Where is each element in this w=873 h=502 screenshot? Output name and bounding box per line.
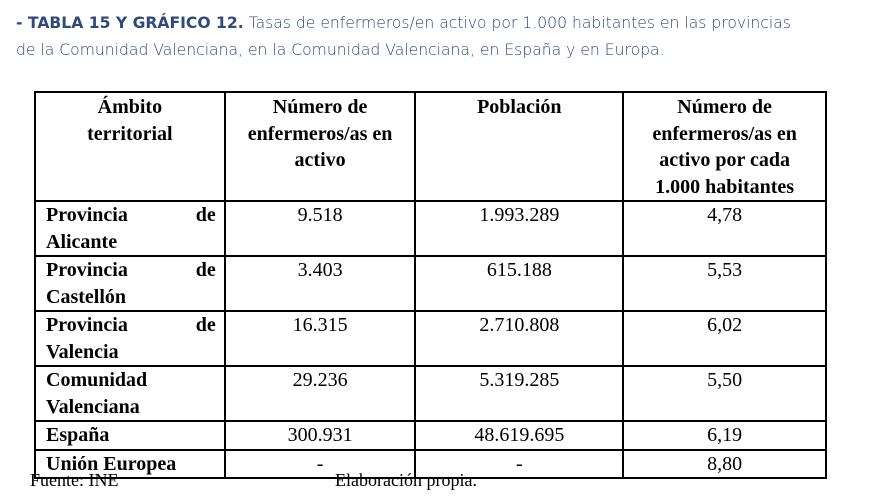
header-ambito: Ámbito territorial bbox=[35, 92, 225, 201]
cell-enfermeros: - bbox=[225, 450, 416, 479]
cell-enfermeros: 9.518 bbox=[225, 201, 416, 256]
cell-tasa: 5,50 bbox=[623, 366, 826, 421]
header-poblacion: Población bbox=[415, 92, 623, 201]
caption-text: Tasas de enfermeros/en activo por 1.000 habitantes en las provincias bbox=[248, 14, 791, 32]
cell-enfermeros: 3.403 bbox=[225, 256, 416, 311]
cell-enfermeros: 16.315 bbox=[225, 311, 416, 366]
cell-tasa: 8,80 bbox=[623, 450, 826, 479]
cell-poblacion: 1.993.289 bbox=[415, 201, 623, 256]
table-row bbox=[35, 201, 826, 256]
table-row bbox=[35, 421, 826, 450]
cell-tasa: 6,19 bbox=[623, 421, 826, 450]
header-tasa: Número de enfermeros/as en activo por cada 1.000 habitantes bbox=[623, 92, 826, 201]
nurses-rate-table bbox=[34, 91, 827, 479]
header-enfermeros: Número de enfermeros/as en activo bbox=[225, 92, 416, 201]
cell-poblacion: 48.619.695 bbox=[415, 421, 623, 450]
cell-tasa: 4,78 bbox=[623, 201, 826, 256]
cell-ambito: Provincia de Castellón bbox=[35, 256, 225, 311]
caption-text-line2: de la Comunidad Valenciana, en la Comunidad Valenciana, en España y en Europa. bbox=[16, 41, 665, 59]
cell-poblacion: - bbox=[415, 450, 623, 479]
cell-ambito: España bbox=[35, 421, 225, 450]
cell-ambito: Comunidad Valenciana bbox=[35, 366, 225, 421]
table-row bbox=[35, 366, 826, 421]
cell-poblacion: 615.188 bbox=[415, 256, 623, 311]
cell-tasa: 5,53 bbox=[623, 256, 826, 311]
cell-enfermeros: 300.931 bbox=[225, 421, 416, 450]
caption-label: - TABLA 15 Y GRÁFICO 12. bbox=[16, 14, 244, 32]
cell-ambito: Unión Europea bbox=[35, 450, 225, 479]
cell-poblacion: 2.710.808 bbox=[415, 311, 623, 366]
table-row bbox=[35, 256, 826, 311]
table-caption bbox=[16, 10, 866, 64]
cell-tasa: 6,02 bbox=[623, 311, 826, 366]
cell-ambito: Provincia de Valencia bbox=[35, 311, 225, 366]
cell-ambito: Provincia de Alicante bbox=[35, 201, 225, 256]
source-note: Fuente: INE bbox=[30, 470, 119, 490]
cell-poblacion: 5.319.285 bbox=[415, 366, 623, 421]
cell-enfermeros: 29.236 bbox=[225, 366, 416, 421]
elaboration-note: Elaboración propia. bbox=[335, 470, 477, 490]
table-header-row bbox=[35, 92, 826, 201]
table-row bbox=[35, 311, 826, 366]
